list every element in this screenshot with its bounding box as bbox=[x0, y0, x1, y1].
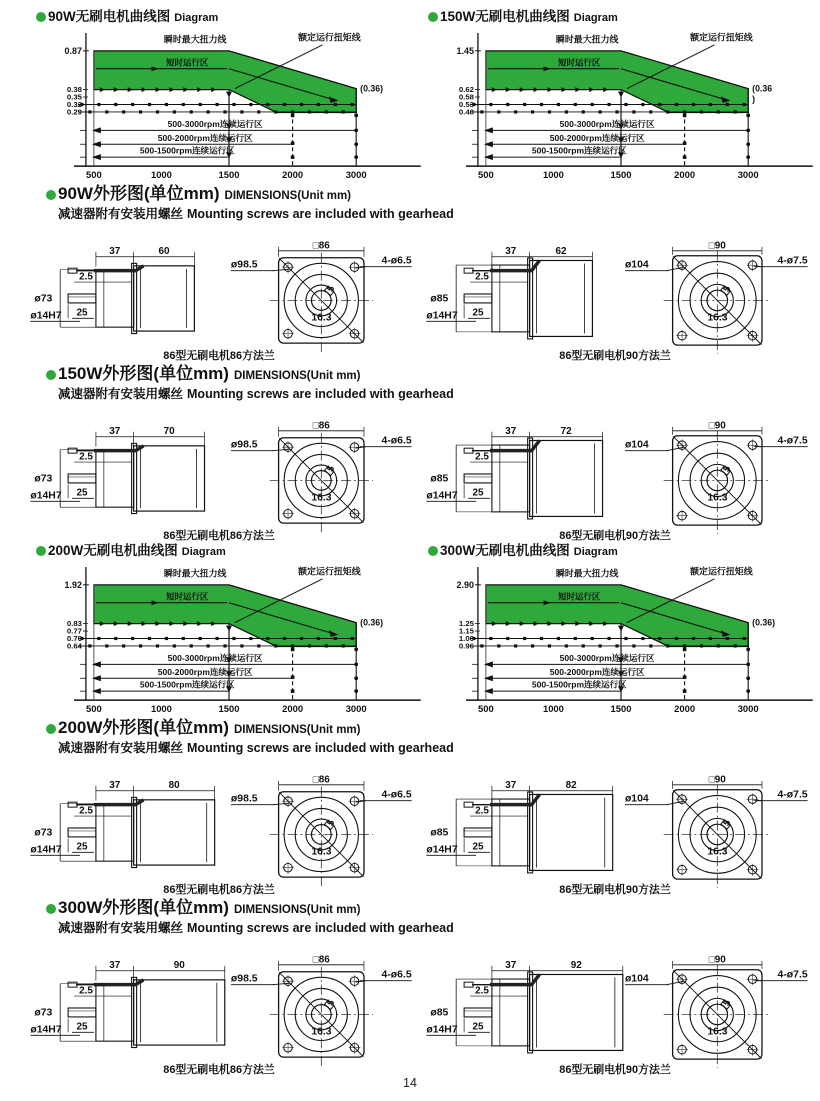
svg-text:3000: 3000 bbox=[345, 169, 367, 181]
svg-text:16.3: 16.3 bbox=[311, 1026, 332, 1038]
chart-title-text: 90W无刷电机曲线图 bbox=[48, 9, 171, 24]
svg-text:1500: 1500 bbox=[610, 703, 632, 715]
svg-text:37: 37 bbox=[505, 245, 517, 257]
svg-text:1000: 1000 bbox=[542, 703, 564, 715]
dim-row-300w bbox=[0, 937, 820, 1076]
dim-title-90w bbox=[46, 184, 820, 206]
svg-text:ø73: ø73 bbox=[34, 473, 53, 485]
dimension-drawing-150w-flange90 bbox=[424, 403, 812, 542]
svg-text:0.29: 0.29 bbox=[66, 107, 82, 117]
svg-text:4-ø6.5: 4-ø6.5 bbox=[381, 255, 412, 267]
svg-text:短时运行区: 短时运行区 bbox=[558, 591, 601, 602]
chart-title-300w bbox=[428, 542, 814, 561]
svg-text:ø14H7: ø14H7 bbox=[426, 1024, 458, 1036]
svg-text:0.62: 0.62 bbox=[458, 85, 474, 95]
svg-text:25: 25 bbox=[76, 1021, 88, 1033]
chart-title-en: Diagram bbox=[174, 12, 219, 24]
svg-text:□86: □86 bbox=[312, 240, 330, 252]
svg-text:0.48: 0.48 bbox=[458, 107, 474, 117]
svg-text:500-1500rpm连续运行区: 500-1500rpm连续运行区 bbox=[139, 145, 235, 156]
svg-text:86型无刷电机86方法兰: 86型无刷电机86方法兰 bbox=[163, 350, 275, 362]
svg-text:ø85: ø85 bbox=[430, 1007, 449, 1019]
svg-text:16.3: 16.3 bbox=[311, 492, 332, 504]
svg-text:5: 5 bbox=[324, 997, 337, 1008]
svg-text:ø98.5: ø98.5 bbox=[230, 793, 258, 805]
svg-text:0.83: 0.83 bbox=[66, 619, 82, 629]
svg-text:16.3: 16.3 bbox=[707, 1026, 728, 1038]
svg-text:额定运行扭矩线: 额定运行扭矩线 bbox=[298, 566, 361, 577]
svg-text:□86: □86 bbox=[312, 420, 330, 432]
svg-text:2.5: 2.5 bbox=[79, 805, 93, 817]
svg-text:1000: 1000 bbox=[150, 169, 172, 181]
chart-block-90w bbox=[36, 8, 422, 182]
svg-text:62: 62 bbox=[555, 245, 567, 257]
svg-text:瞬时最大扭力线: 瞬时最大扭力线 bbox=[163, 568, 227, 579]
svg-text:ø98.5: ø98.5 bbox=[230, 973, 258, 985]
dimension-drawing-90w-flange86 bbox=[28, 223, 416, 362]
dim-note-en: Mounting screws are included with gearhead bbox=[187, 921, 454, 935]
svg-text:4-ø7.5: 4-ø7.5 bbox=[777, 255, 808, 267]
svg-text:2.5: 2.5 bbox=[79, 451, 93, 463]
chart-title-200w bbox=[36, 542, 422, 561]
dimension-drawing-200w-flange86 bbox=[28, 757, 416, 896]
svg-text:1500: 1500 bbox=[218, 169, 240, 181]
svg-text:□90: □90 bbox=[708, 420, 726, 432]
dim-title-text: 300W外形图(单位mm) bbox=[58, 898, 229, 917]
section-300w-dimensions bbox=[0, 898, 820, 1076]
svg-text:2.5: 2.5 bbox=[475, 451, 489, 463]
dim-title-en: DIMENSIONS(Unit mm) bbox=[233, 370, 361, 382]
svg-text:16.3: 16.3 bbox=[311, 312, 332, 324]
svg-text:86型无刷电机90方法兰: 86型无刷电机90方法兰 bbox=[559, 350, 671, 362]
curve-chart-300w bbox=[428, 561, 816, 716]
svg-text:500-3000rpm连续运行区: 500-3000rpm连续运行区 bbox=[167, 652, 263, 663]
svg-text:短时运行区: 短时运行区 bbox=[166, 591, 209, 602]
dim-title-200w bbox=[46, 718, 820, 740]
svg-text:500: 500 bbox=[86, 169, 102, 181]
dim-title-en: DIMENSIONS(Unit mm) bbox=[224, 190, 352, 202]
svg-text:16.3: 16.3 bbox=[707, 312, 728, 324]
svg-text:短时运行区: 短时运行区 bbox=[166, 57, 209, 68]
svg-text:ø14H7: ø14H7 bbox=[30, 1024, 62, 1036]
svg-text:5: 5 bbox=[720, 283, 733, 294]
svg-text:37: 37 bbox=[505, 959, 517, 971]
svg-text:5: 5 bbox=[324, 817, 337, 828]
svg-text:2.5: 2.5 bbox=[475, 805, 489, 817]
svg-text:86型无刷电机90方法兰: 86型无刷电机90方法兰 bbox=[559, 530, 671, 542]
svg-text:瞬时最大扭力线: 瞬时最大扭力线 bbox=[163, 34, 227, 45]
svg-text:3000: 3000 bbox=[345, 703, 367, 715]
dim-note-300w bbox=[58, 920, 820, 936]
svg-text:500-3000rpm连续运行区: 500-3000rpm连续运行区 bbox=[559, 652, 655, 663]
svg-text:500-2000rpm连续运行区: 500-2000rpm连续运行区 bbox=[549, 666, 645, 677]
svg-text:500: 500 bbox=[86, 703, 102, 715]
dimension-drawing-200w-flange90 bbox=[424, 757, 812, 896]
svg-text:500: 500 bbox=[478, 703, 494, 715]
svg-text:ø14H7: ø14H7 bbox=[30, 310, 62, 322]
dim-title-150w bbox=[46, 364, 820, 386]
svg-text:500: 500 bbox=[478, 169, 494, 181]
svg-text:ø73: ø73 bbox=[34, 293, 53, 305]
svg-text:1.25: 1.25 bbox=[458, 619, 474, 629]
svg-text:ø73: ø73 bbox=[34, 1007, 53, 1019]
svg-text:(0.36): (0.36) bbox=[360, 617, 383, 628]
green-bullet-icon bbox=[428, 12, 438, 22]
svg-text:0.32: 0.32 bbox=[66, 100, 82, 110]
svg-text:1.15: 1.15 bbox=[458, 626, 474, 636]
svg-text:3000: 3000 bbox=[737, 169, 759, 181]
section-200w-dimensions bbox=[0, 718, 820, 896]
page-number: 14 bbox=[403, 1076, 417, 1090]
green-bullet-icon bbox=[36, 546, 46, 556]
svg-text:ø14H7: ø14H7 bbox=[30, 490, 62, 502]
section-150w-dimensions bbox=[0, 364, 820, 542]
svg-text:37: 37 bbox=[505, 779, 517, 791]
svg-text:4-ø7.5: 4-ø7.5 bbox=[777, 435, 808, 447]
dim-title-text: 200W外形图(单位mm) bbox=[58, 718, 229, 737]
svg-text:5: 5 bbox=[324, 283, 337, 294]
svg-text:1500: 1500 bbox=[610, 169, 632, 181]
svg-text:72: 72 bbox=[560, 425, 572, 437]
svg-text:16.3: 16.3 bbox=[311, 846, 332, 858]
svg-text:4-ø6.5: 4-ø6.5 bbox=[381, 435, 412, 447]
svg-text:16.3: 16.3 bbox=[707, 492, 728, 504]
svg-text:2000: 2000 bbox=[674, 703, 696, 715]
svg-text:ø14H7: ø14H7 bbox=[426, 844, 458, 856]
dim-note-cn: 减速器附有安装用螺丝 bbox=[58, 207, 184, 221]
chart-title-text: 150W无刷电机曲线图 bbox=[440, 9, 570, 24]
svg-text:25: 25 bbox=[76, 841, 88, 853]
svg-text:70: 70 bbox=[163, 425, 175, 437]
chart-title-90w bbox=[36, 8, 422, 27]
svg-text:1.06: 1.06 bbox=[458, 634, 474, 644]
svg-text:60: 60 bbox=[158, 245, 170, 257]
svg-text:0.35: 0.35 bbox=[66, 92, 82, 102]
svg-text:500-2000rpm连续运行区: 500-2000rpm连续运行区 bbox=[157, 132, 253, 143]
svg-text:瞬时最大扭力线: 瞬时最大扭力线 bbox=[555, 34, 619, 45]
curve-chart-150w bbox=[428, 27, 816, 182]
svg-text:4-ø6.5: 4-ø6.5 bbox=[381, 789, 412, 801]
svg-text:4-ø6.5: 4-ø6.5 bbox=[381, 969, 412, 981]
svg-text:25: 25 bbox=[76, 307, 88, 319]
svg-text:0.53: 0.53 bbox=[458, 100, 474, 110]
dimension-drawing-90w-flange90 bbox=[424, 223, 812, 362]
chart-title-150w bbox=[428, 8, 814, 27]
svg-text:ø104: ø104 bbox=[624, 793, 649, 805]
svg-text:ø104: ø104 bbox=[624, 439, 649, 451]
svg-text:0.38: 0.38 bbox=[66, 85, 82, 95]
svg-text:(0.36: (0.36 bbox=[752, 83, 773, 94]
svg-text:0.58: 0.58 bbox=[458, 92, 474, 102]
svg-text:500-1500rpm连续运行区: 500-1500rpm连续运行区 bbox=[531, 679, 627, 690]
svg-text:ø104: ø104 bbox=[624, 259, 649, 271]
svg-text:ø85: ø85 bbox=[430, 293, 449, 305]
chart-title-text: 200W无刷电机曲线图 bbox=[48, 543, 178, 558]
svg-text:37: 37 bbox=[109, 425, 121, 437]
svg-text:5: 5 bbox=[324, 463, 337, 474]
chart-block-200w bbox=[36, 542, 422, 716]
svg-text:): ) bbox=[752, 94, 756, 105]
svg-text:0.87: 0.87 bbox=[64, 45, 82, 56]
svg-text:500-3000rpm连续运行区: 500-3000rpm连续运行区 bbox=[167, 118, 263, 129]
svg-text:82: 82 bbox=[565, 779, 577, 791]
dim-title-text: 90W外形图(单位mm) bbox=[58, 184, 220, 203]
svg-text:92: 92 bbox=[570, 959, 582, 971]
svg-text:90: 90 bbox=[173, 959, 185, 971]
svg-text:ø85: ø85 bbox=[430, 473, 449, 485]
svg-text:500-2000rpm连续运行区: 500-2000rpm连续运行区 bbox=[157, 666, 253, 677]
svg-text:86型无刷电机86方法兰: 86型无刷电机86方法兰 bbox=[163, 1064, 275, 1076]
chart-row-200-300 bbox=[0, 542, 820, 716]
svg-text:500-2000rpm连续运行区: 500-2000rpm连续运行区 bbox=[549, 132, 645, 143]
green-bullet-icon bbox=[46, 190, 56, 200]
svg-text:25: 25 bbox=[472, 1021, 484, 1033]
svg-text:(0.36): (0.36) bbox=[360, 83, 383, 94]
svg-text:86型无刷电机86方法兰: 86型无刷电机86方法兰 bbox=[163, 884, 275, 896]
svg-text:ø98.5: ø98.5 bbox=[230, 259, 258, 271]
svg-text:500-1500rpm连续运行区: 500-1500rpm连续运行区 bbox=[531, 145, 627, 156]
dim-note-cn: 减速器附有安装用螺丝 bbox=[58, 921, 184, 935]
svg-text:86型无刷电机86方法兰: 86型无刷电机86方法兰 bbox=[163, 530, 275, 542]
svg-text:ø14H7: ø14H7 bbox=[426, 310, 458, 322]
svg-text:37: 37 bbox=[109, 245, 121, 257]
dim-note-en: Mounting screws are included with gearhead bbox=[187, 387, 454, 401]
svg-text:0.77: 0.77 bbox=[66, 626, 82, 636]
svg-text:□86: □86 bbox=[312, 774, 330, 786]
svg-text:瞬时最大扭力线: 瞬时最大扭力线 bbox=[555, 568, 619, 579]
green-bullet-icon bbox=[46, 904, 56, 914]
svg-text:2.5: 2.5 bbox=[475, 271, 489, 283]
chart-block-300w bbox=[428, 542, 814, 716]
chart-row-90-150 bbox=[0, 8, 820, 182]
svg-text:ø73: ø73 bbox=[34, 827, 53, 839]
dim-title-300w bbox=[46, 898, 820, 920]
dim-note-en: Mounting screws are included with gearhead bbox=[187, 207, 454, 221]
green-bullet-icon bbox=[46, 370, 56, 380]
svg-text:1500: 1500 bbox=[218, 703, 240, 715]
chart-title-en: Diagram bbox=[573, 12, 618, 24]
svg-text:额定运行扭矩线: 额定运行扭矩线 bbox=[690, 566, 753, 577]
dim-note-cn: 减速器附有安装用螺丝 bbox=[58, 741, 184, 755]
svg-text:1.92: 1.92 bbox=[64, 579, 82, 590]
svg-text:1.45: 1.45 bbox=[456, 45, 474, 56]
svg-text:86型无刷电机90方法兰: 86型无刷电机90方法兰 bbox=[559, 884, 671, 896]
svg-text:2.5: 2.5 bbox=[79, 985, 93, 997]
svg-text:4-ø7.5: 4-ø7.5 bbox=[777, 969, 808, 981]
svg-text:0.96: 0.96 bbox=[458, 641, 474, 651]
dimension-drawing-150w-flange86 bbox=[28, 403, 416, 542]
dim-row-150w bbox=[0, 403, 820, 542]
svg-text:500-1500rpm连续运行区: 500-1500rpm连续运行区 bbox=[139, 679, 235, 690]
chart-title-en: Diagram bbox=[573, 546, 618, 558]
svg-text:3000: 3000 bbox=[737, 703, 759, 715]
svg-text:0.70: 0.70 bbox=[66, 634, 82, 644]
svg-text:37: 37 bbox=[109, 779, 121, 791]
svg-text:1000: 1000 bbox=[542, 169, 564, 181]
svg-text:ø14H7: ø14H7 bbox=[426, 490, 458, 502]
dim-title-text: 150W外形图(单位mm) bbox=[58, 364, 229, 383]
curve-chart-200w bbox=[36, 561, 424, 716]
dim-note-en: Mounting screws are included with gearhead bbox=[187, 741, 454, 755]
svg-text:ø85: ø85 bbox=[430, 827, 449, 839]
svg-text:37: 37 bbox=[505, 425, 517, 437]
svg-text:25: 25 bbox=[472, 841, 484, 853]
dim-row-200w bbox=[0, 757, 820, 896]
green-bullet-icon bbox=[46, 724, 56, 734]
svg-text:短时运行区: 短时运行区 bbox=[558, 57, 601, 68]
chart-block-150w bbox=[428, 8, 814, 182]
svg-text:□90: □90 bbox=[708, 774, 726, 786]
svg-text:25: 25 bbox=[472, 487, 484, 499]
svg-text:ø104: ø104 bbox=[624, 973, 649, 985]
svg-text:2000: 2000 bbox=[282, 169, 304, 181]
dim-note-150w bbox=[58, 386, 820, 402]
dim-title-en: DIMENSIONS(Unit mm) bbox=[233, 904, 361, 916]
svg-text:86型无刷电机90方法兰: 86型无刷电机90方法兰 bbox=[559, 1064, 671, 1076]
dimension-drawing-300w-flange90 bbox=[424, 937, 812, 1076]
dim-note-cn: 减速器附有安装用螺丝 bbox=[58, 387, 184, 401]
dim-note-200w bbox=[58, 740, 820, 756]
dim-row-90w bbox=[0, 223, 820, 362]
section-90w-dimensions bbox=[0, 184, 820, 362]
svg-text:37: 37 bbox=[109, 959, 121, 971]
svg-text:4-ø7.5: 4-ø7.5 bbox=[777, 789, 808, 801]
svg-text:2000: 2000 bbox=[282, 703, 304, 715]
chart-title-en: Diagram bbox=[181, 546, 226, 558]
svg-text:25: 25 bbox=[472, 307, 484, 319]
svg-text:(0.36): (0.36) bbox=[752, 617, 775, 628]
svg-text:2.90: 2.90 bbox=[456, 579, 474, 590]
svg-text:80: 80 bbox=[168, 779, 180, 791]
svg-text:5: 5 bbox=[720, 817, 733, 828]
svg-text:1000: 1000 bbox=[150, 703, 172, 715]
curve-chart-90w bbox=[36, 27, 424, 182]
green-bullet-icon bbox=[428, 546, 438, 556]
svg-text:2.5: 2.5 bbox=[79, 271, 93, 283]
chart-title-text: 300W无刷电机曲线图 bbox=[440, 543, 570, 558]
svg-text:□86: □86 bbox=[312, 954, 330, 966]
svg-text:额定运行扭矩线: 额定运行扭矩线 bbox=[298, 32, 361, 43]
svg-text:0.64: 0.64 bbox=[66, 641, 82, 651]
svg-text:ø98.5: ø98.5 bbox=[230, 439, 258, 451]
dim-note-90w bbox=[58, 206, 820, 222]
svg-text:500-3000rpm连续运行区: 500-3000rpm连续运行区 bbox=[559, 118, 655, 129]
svg-text:16.3: 16.3 bbox=[707, 846, 728, 858]
dim-title-en: DIMENSIONS(Unit mm) bbox=[233, 724, 361, 736]
svg-text:□90: □90 bbox=[708, 240, 726, 252]
svg-text:额定运行扭矩线: 额定运行扭矩线 bbox=[690, 32, 753, 43]
svg-text:5: 5 bbox=[720, 997, 733, 1008]
svg-text:25: 25 bbox=[76, 487, 88, 499]
svg-text:2.5: 2.5 bbox=[475, 985, 489, 997]
svg-text:2000: 2000 bbox=[674, 169, 696, 181]
svg-text:5: 5 bbox=[720, 463, 733, 474]
svg-text:□90: □90 bbox=[708, 954, 726, 966]
green-bullet-icon bbox=[36, 12, 46, 22]
svg-text:ø14H7: ø14H7 bbox=[30, 844, 62, 856]
dimension-drawing-300w-flange86 bbox=[28, 937, 416, 1076]
